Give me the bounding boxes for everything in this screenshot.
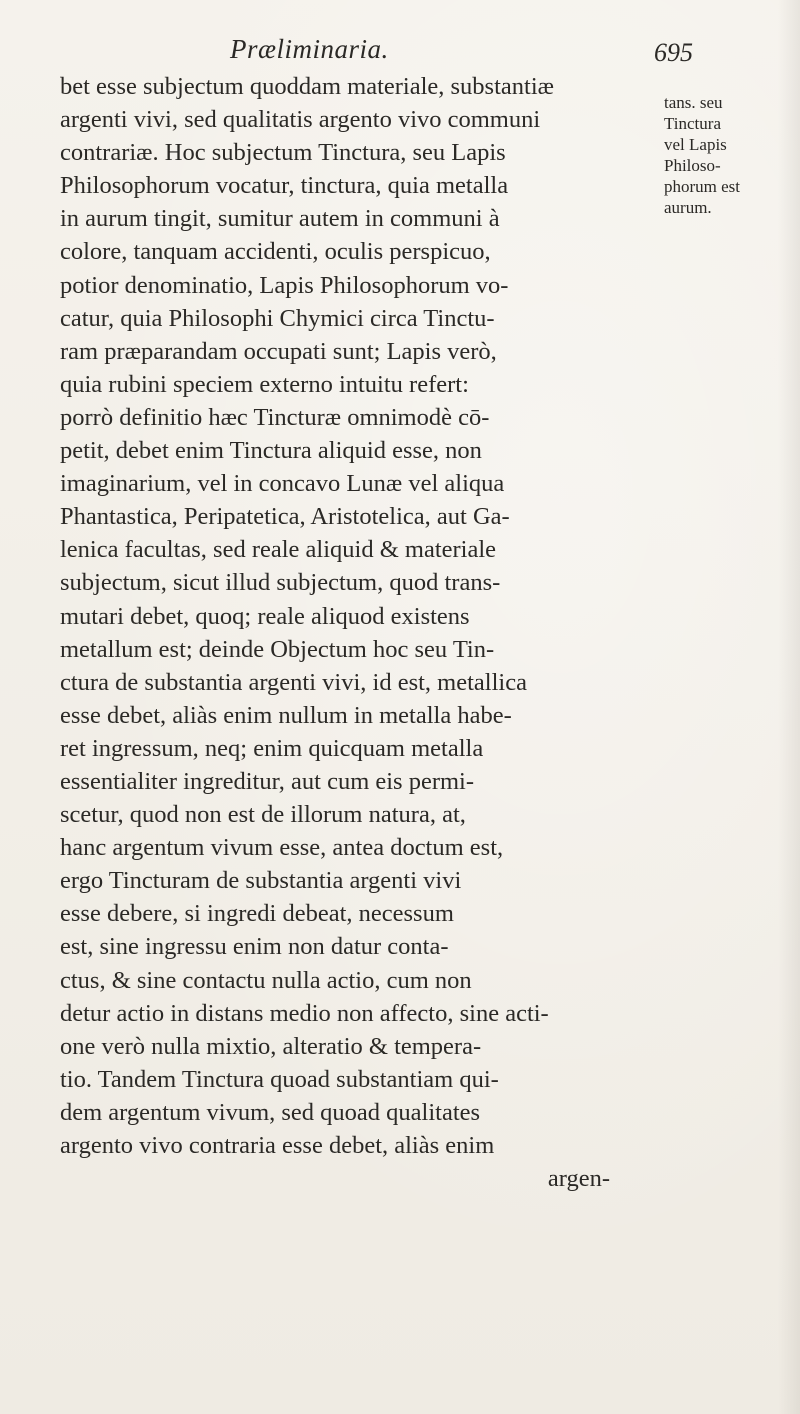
text-line: scetur, quod non est de illorum natura, at, [60, 801, 466, 829]
text-line: esse debere, si ingredi debeat, necessum [60, 900, 454, 928]
text-line: est, sine ingressu enim non datur conta- [60, 933, 449, 961]
text-line: mutari debet, quoq; reale aliquod existens [60, 602, 470, 630]
margin-note-line: tans. seu [664, 93, 723, 112]
text-line: essentialiter ingreditur, aut cum eis permi- [60, 767, 475, 795]
text-line: ctus, & sine contactu nulla actio, cum non [60, 966, 472, 994]
margin-note-line: phorum est [664, 177, 741, 196]
text-line: petit, debet enim Tinctura aliquid esse, non [60, 437, 482, 465]
text-line: catur, quia Philosophi Chymici circa Tinctu- [60, 304, 495, 332]
margin-note-line: vel Lapis [664, 135, 727, 154]
text-line: lenica facultas, sed reale aliquid & materiale [60, 536, 497, 564]
text-line: metallum est; deinde Objectum hoc seu Tin- [60, 635, 495, 663]
running-title: Præliminaria. [230, 34, 389, 64]
text-line: Phantastica, Peripatetica, Aristotelica, aut Ga- [60, 503, 510, 531]
text-line: porrò definitio hæc Tincturæ omnimodè cō- [60, 403, 490, 431]
text-line: Philosophorum vocatur, tinctura, quia metalla [60, 172, 509, 200]
text-line: dem argentum vivum, sed quoad qualitates [60, 1098, 481, 1126]
text-line: hanc argentum vivum esse, antea doctum est, [60, 834, 504, 862]
margin-note-line: Tinctura [664, 114, 721, 133]
text-line: argento vivo contraria esse debet, aliàs enim [60, 1132, 495, 1159]
main-text-block [60, 70, 620, 1195]
text-line: one verò nulla mixtio, alteratio & tempera- [60, 1032, 482, 1060]
page-header [0, 28, 800, 68]
text-line: potior denominatio, Lapis Philosophorum vo- [60, 271, 509, 299]
text-line: imaginarium, vel in concavo Lunæ vel aliqua [60, 470, 505, 498]
text-line: tio. Tandem Tinctura quoad substantiam qui- [60, 1065, 499, 1093]
text-line: ergo Tincturam de substantia argenti vivi [60, 867, 462, 895]
text-line: argenti vivi, sed qualitatis argento vivo communi [60, 106, 541, 134]
text-line: ret ingressum, neq; enim quicquam metalla [60, 734, 484, 762]
text-line: subjectum, sicut illud subjectum, quod trans- [60, 569, 501, 597]
text-line: ctura de substantia argenti vivi, id est, metallica [60, 668, 527, 696]
text-line: colore, tanquam accidenti, oculis perspicuo, [60, 238, 491, 266]
text-line: ram præparandam occupati sunt; Lapis verò, [60, 337, 497, 365]
page-number: 695 [654, 38, 693, 67]
text-line: detur actio in distans medio non affecto, sine acti- [60, 999, 549, 1027]
text-line: argen- [547, 1165, 610, 1193]
margin-note-line: aurum. [664, 198, 712, 217]
text-line: bet esse subjectum quoddam materiale, substantiæ [60, 73, 554, 100]
margin-note-line: Philoso- [664, 156, 721, 175]
margin-note [664, 92, 794, 218]
text-line: esse debet, aliàs enim nullum in metalla habe- [60, 701, 512, 729]
text-line: in aurum tingit, sumitur autem in communi à [60, 205, 500, 233]
text-line: contrariæ. Hoc subjectum Tinctura, seu Lapis [60, 139, 506, 167]
text-line: quia rubini speciem externo intuitu refert: [60, 370, 469, 398]
